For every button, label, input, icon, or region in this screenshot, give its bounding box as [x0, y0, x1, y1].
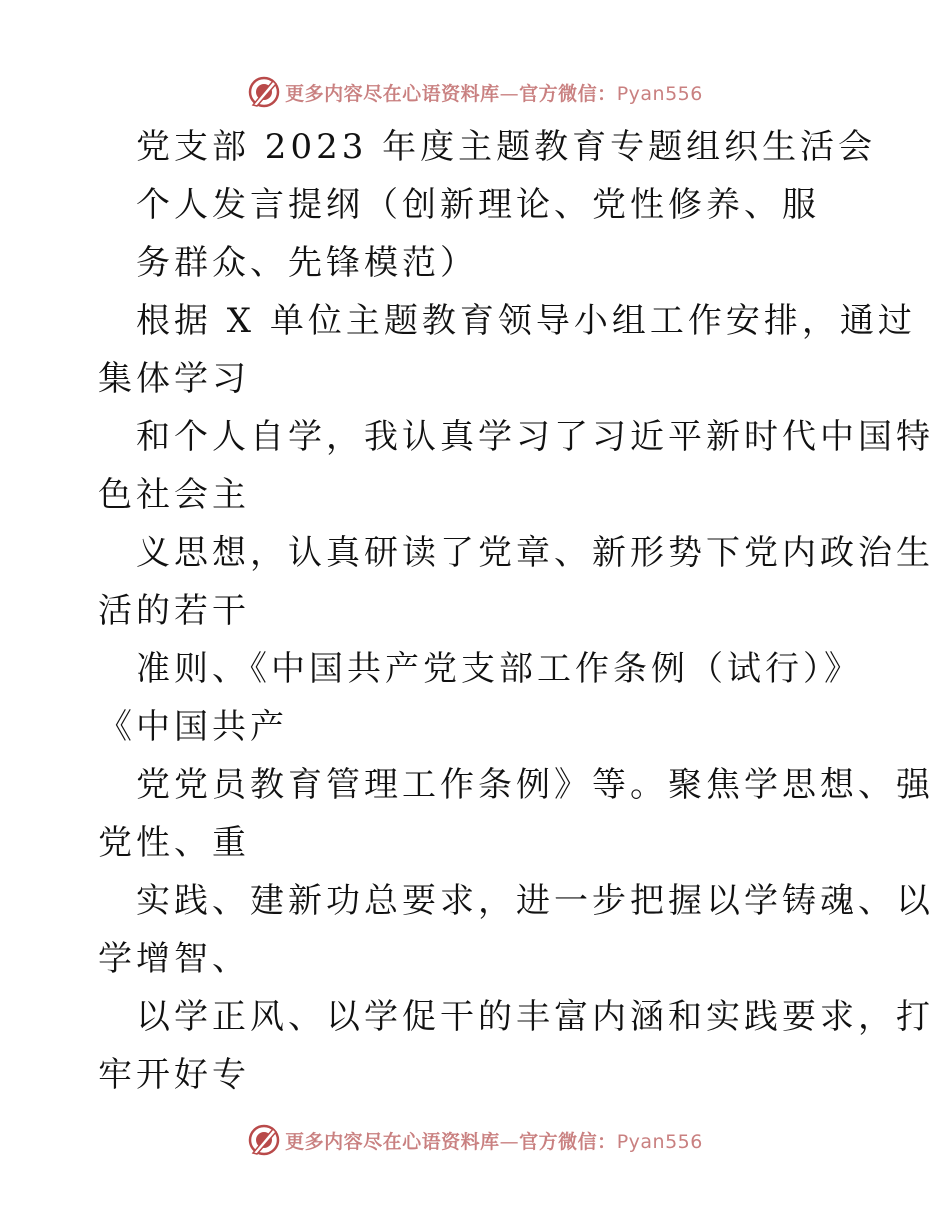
- watermark-dash: —: [499, 82, 520, 105]
- text-line: 和个人自学，我认真学习了习近平新时代中国特: [136, 417, 934, 457]
- watermark-name: 更多内容尽在心语资料库: [285, 1130, 500, 1153]
- watermark-contact-label: 官方微信：: [519, 1130, 617, 1153]
- text-line: 个人发言提纲（创新理论、党性修养、服: [136, 185, 820, 225]
- watermark-name: 更多内容尽在心语资料库: [285, 82, 500, 105]
- text-line: 义思想，认真研读了党章、新形势下党内政治生: [136, 533, 934, 573]
- text-line: 色社会主: [98, 475, 250, 515]
- text-line: 党党员教育管理工作条例》等。聚焦学思想、强: [136, 765, 934, 805]
- text-line: 活的若干: [98, 591, 250, 631]
- text-line: 党支部 2023 年度主题教育专题组织生活会: [136, 127, 877, 167]
- text-line: 准则、《中国共产党支部工作条例（试行）》: [136, 649, 862, 689]
- header-watermark: [0, 72, 950, 112]
- text-line: 以学正风、以学促干的丰富内涵和实践要求，打: [136, 997, 934, 1037]
- text-line: 学增智、: [98, 939, 250, 979]
- text-line: 《中国共产: [98, 707, 288, 747]
- text-line: 根据 X 单位主题教育领导小组工作安排，通过: [136, 301, 916, 341]
- text-line: 党性、重: [98, 823, 250, 863]
- footer-watermark: [0, 1120, 950, 1160]
- text-line: 牢开好专: [98, 1055, 250, 1095]
- text-line: 集体学习: [98, 359, 250, 399]
- quill-seal-icon: [247, 75, 281, 109]
- text-line: 实践、建新功总要求，进一步把握以学铸魂、以: [136, 881, 934, 921]
- text-line: 务群众、先锋模范）: [136, 243, 478, 283]
- watermark-contact-id: Pyan556: [616, 1130, 703, 1153]
- watermark-contact-id: Pyan556: [616, 82, 703, 105]
- quill-seal-icon: [247, 1123, 281, 1157]
- document-body: [98, 118, 934, 1104]
- watermark-contact-label: 官方微信：: [519, 82, 617, 105]
- watermark-dash: —: [499, 1130, 520, 1153]
